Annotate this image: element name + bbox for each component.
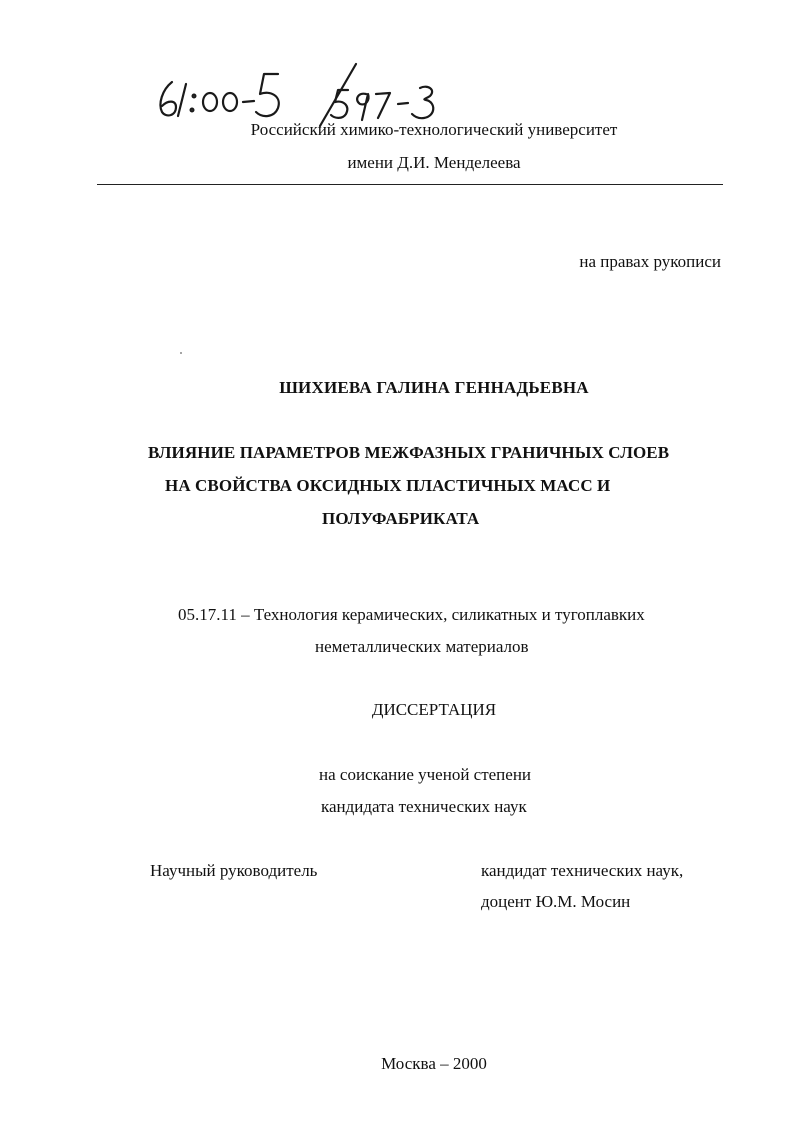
title-line-2: НА СВОЙСТВА ОКСИДНЫХ ПЛАСТИЧНЫХ МАСС И bbox=[165, 476, 611, 495]
place-and-year: Москва – 2000 bbox=[381, 1054, 487, 1073]
scan-speck bbox=[180, 352, 182, 354]
university-name: Российский химико-технологический университет bbox=[250, 120, 618, 139]
title-line-3: ПОЛУФАБРИКАТА bbox=[322, 509, 480, 528]
specialty-line-1: 05.17.11 – Технология керамических, силикатных и тугоплавких bbox=[178, 605, 645, 624]
header-divider bbox=[97, 184, 723, 185]
university-honorific: имени Д.И. Менделеева bbox=[347, 153, 521, 172]
degree-line-2: кандидата технических наук bbox=[321, 797, 527, 816]
specialty-line-2: неметаллических материалов bbox=[315, 637, 529, 656]
author-name: ШИХИЕВА ГАЛИНА ГЕННАДЬЕВНА bbox=[279, 378, 589, 397]
degree-line-1: на соискание ученой степени bbox=[319, 765, 532, 784]
supervisor-name: доцент Ю.М. Мосин bbox=[481, 892, 631, 911]
supervisor-degree: кандидат технических наук, bbox=[481, 861, 684, 880]
supervisor-label: Научный руководитель bbox=[150, 861, 318, 880]
title-line-1: ВЛИЯНИЕ ПАРАМЕТРОВ МЕЖФАЗНЫХ ГРАНИЧНЫХ СЛОЕВ bbox=[148, 443, 670, 462]
document-type: ДИССЕРТАЦИЯ bbox=[371, 700, 497, 719]
rights-note: на правах рукописи bbox=[579, 252, 721, 271]
